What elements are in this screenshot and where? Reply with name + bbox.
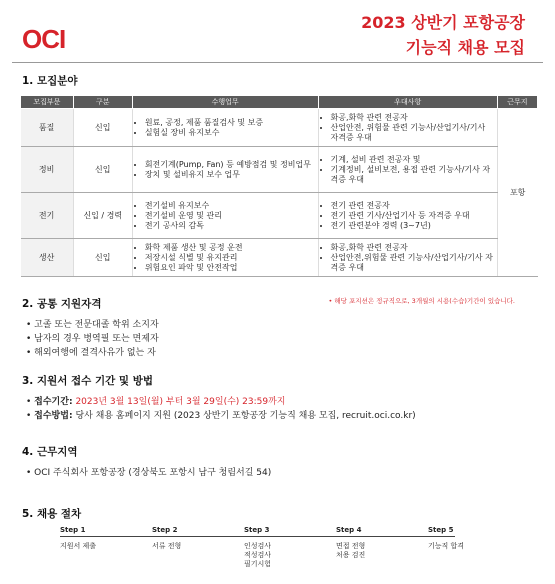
- list-item: • 전기 관련 기사/산업기사 등 자격증 우대: [331, 211, 494, 221]
- list-item: • 산업안전, 위험물 관련 기능사/산업기사/기사 자격증 우대: [331, 123, 494, 143]
- step-label: Step 5: [428, 526, 454, 534]
- list-item: • OCI 주식회사 포항공장 (경상북도 포항시 남구 청림서길 54): [26, 466, 271, 480]
- prefs-cell: [318, 147, 497, 193]
- page-title-line1: 2023 상반기 포항공장: [361, 13, 525, 32]
- col-header-type: 구분: [73, 96, 132, 109]
- header-divider: [12, 62, 543, 63]
- list-item: • 기계, 설비 관련 전공자 및: [331, 155, 494, 165]
- list-item: • 원료, 공정, 제품 품질검사 및 보증: [145, 118, 315, 128]
- list-item: • 회전기계(Pump, Fan) 등 예방점검 및 정비업무: [145, 160, 315, 170]
- section3-heading: 3. 지원서 접수 기간 및 방법: [22, 375, 154, 387]
- list-item: • 장치 및 설비유지 보수 업무: [145, 170, 315, 180]
- list-item: • 접수방법: 당사 채용 홈페이지 지원 (2023 상반기 포항공장 기능직 채용 모집, recruit.oci.co.kr): [26, 409, 416, 423]
- employment-note: • 해당 포지션은 정규직으로, 3개월의 시용(수습)기간이 있습니다.: [328, 297, 515, 305]
- process-step: [428, 526, 464, 551]
- method-value: 당사 채용 홈페이지 지원 (2023 상반기 포항공장 기능직 채용 모집, recruit.oci.co.kr): [75, 411, 416, 421]
- list-item: • 저장시설 식별 및 유지관리: [145, 253, 315, 263]
- table-row: [21, 109, 538, 147]
- dept-cell: 생산: [21, 239, 74, 277]
- prefs-cell: [318, 193, 497, 239]
- process-step: [60, 526, 96, 551]
- period-value: 2023년 3월 13일(월) 부터 3월 29일(수) 23:59까지: [75, 397, 286, 407]
- step-label: Step 4: [336, 526, 362, 534]
- step-label: Step 3: [244, 526, 270, 534]
- section4-heading: 4. 근무지역: [22, 446, 78, 458]
- table-row: [21, 193, 538, 239]
- duties-cell: [132, 109, 318, 147]
- process-step: [336, 526, 365, 560]
- dept-cell: 정비: [21, 147, 74, 193]
- list-item: • 화학 제품 생산 및 공정 운전: [145, 243, 315, 253]
- duties-cell: [132, 147, 318, 193]
- list-item: • 전기설비 유지보수: [145, 201, 315, 211]
- type-cell: 신입: [73, 147, 132, 193]
- step-label: Step 2: [152, 526, 178, 534]
- col-header-location: 근무지: [497, 96, 537, 109]
- step-text: 기능직 합격: [428, 542, 465, 550]
- page-title-line2: 기능직 채용 모집: [405, 38, 525, 57]
- section5-heading: 5. 채용 절차: [22, 508, 82, 520]
- step-text: 인성검사 적성검사 필기시험: [244, 542, 272, 568]
- list-item: • 접수기간: 2023년 3월 13일(월) 부터 3월 29일(수) 23:59까지: [26, 395, 416, 409]
- application-list: [26, 395, 416, 423]
- section1-heading: 1. 모집분야: [22, 75, 78, 87]
- recruit-table: [20, 95, 538, 277]
- table-row: [21, 239, 538, 277]
- prefs-cell: [318, 109, 497, 147]
- step-text: 지원서 제출: [60, 542, 97, 550]
- col-header-dept: 모집부문: [21, 96, 74, 109]
- list-item: • 고졸 또는 전문대졸 학위 소지자: [26, 318, 159, 332]
- list-item: • 전기 관련 전공자: [331, 201, 494, 211]
- list-item: • 해외여행에 결격사유가 없는 자: [26, 346, 159, 360]
- step-label: Step 1: [60, 526, 86, 534]
- section2-heading: 2. 공통 지원자격: [22, 298, 102, 310]
- col-header-prefs: 우대사항: [318, 96, 497, 109]
- list-item: • 남자의 경우 병역필 또는 면제자: [26, 332, 159, 346]
- prefs-cell: [318, 239, 497, 277]
- type-cell: 신입 / 경력: [73, 193, 132, 239]
- duties-cell: [132, 239, 318, 277]
- col-header-duties: 수행업무: [132, 96, 318, 109]
- oci-logo: OCI: [22, 24, 66, 54]
- list-item: • 전기 관련분야 경력 (3~7년): [331, 221, 494, 231]
- process-step: [244, 526, 271, 569]
- list-item: • 위험요인 파악 및 안전작업: [145, 263, 315, 273]
- list-item: • 실험실 장비 유지보수: [145, 128, 315, 138]
- duties-cell: [132, 193, 318, 239]
- type-cell: 신입: [73, 239, 132, 277]
- list-item: • 전기설비 운영 및 관리: [145, 211, 315, 221]
- step-text: 서류 전형: [152, 542, 182, 550]
- list-item: • 전기 공사의 감독: [145, 221, 315, 231]
- dept-cell: 전기: [21, 193, 74, 239]
- type-cell: 신입: [73, 109, 132, 147]
- list-item: • 화공,화학 관련 전공자: [331, 243, 494, 253]
- table-row: [21, 147, 538, 193]
- step-text: 면접 전형 처용 검진: [336, 542, 366, 559]
- dept-cell: 품질: [21, 109, 74, 147]
- location-list: [26, 466, 271, 480]
- process-step: [152, 526, 181, 551]
- list-item: • 기계정비, 설비보전, 용접 관련 기능사/기사 자격증 우대: [331, 165, 494, 185]
- location-cell: 포항: [497, 109, 537, 277]
- qualification-list: [26, 318, 159, 360]
- list-item: • 화공,화학 관련 전공자: [331, 113, 494, 123]
- list-item: • 산업안전,위험물 관련 기능사/산업기사/기사 자격증 우대: [331, 253, 494, 273]
